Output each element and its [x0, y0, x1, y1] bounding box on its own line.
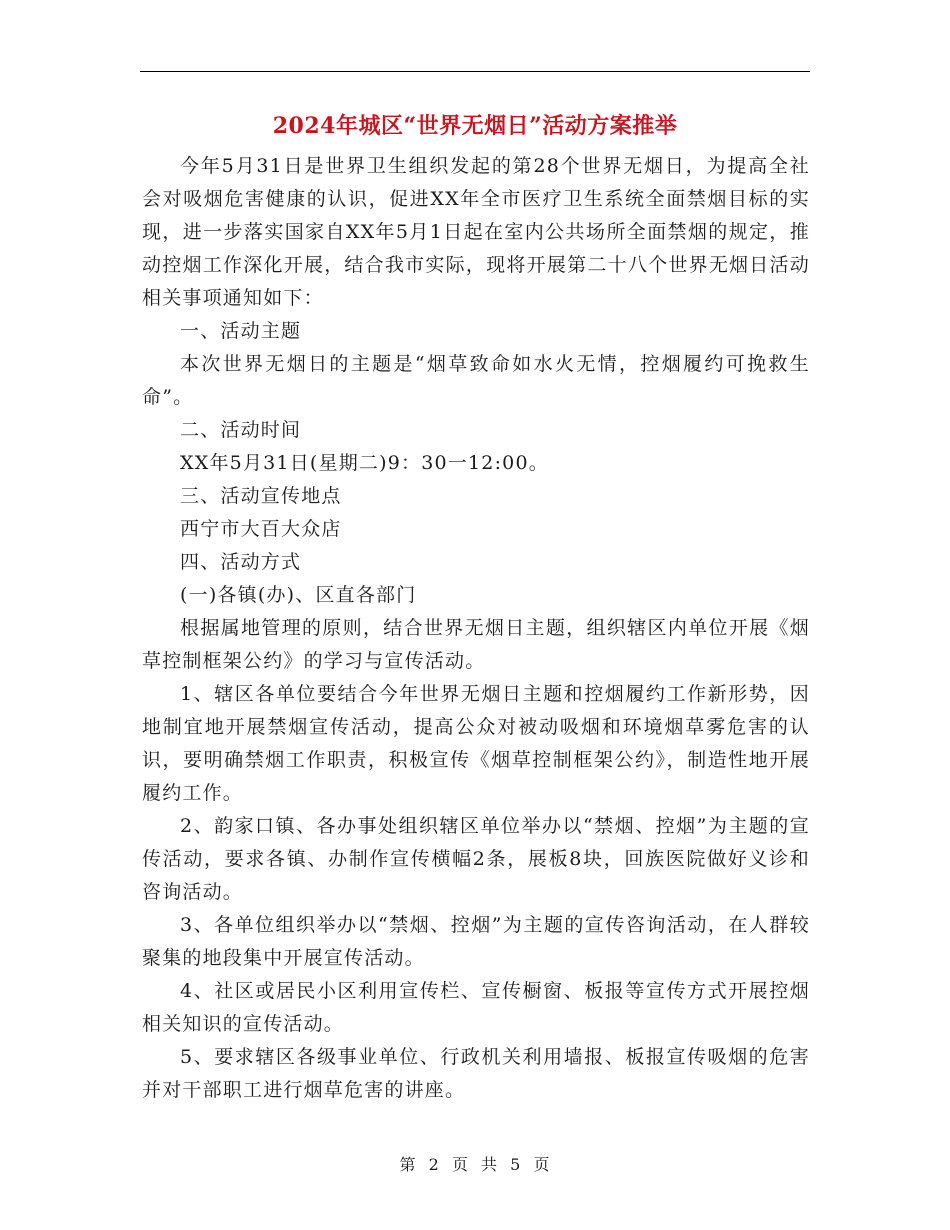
paragraph-intro: 今年5月31日是世界卫生组织发起的第28个世界无烟日，为提高全社会对吸烟危害健康的认识，促进XX年全市医疗卫生系统全面禁烟目标的实现，进一步落实国家自XX年5月1日起在室内公共场所全面禁烟的规定，推动控烟工作深化开展，结合我市实际，现将开展第二十八个世界无烟日活动相关事项通知如下：: [142, 155, 810, 309]
subsection-heading-departments: (一)各镇(办)、区直各部门: [180, 584, 417, 606]
list-item-3: 3、各单位组织举办以“禁烟、控烟”为主题的宣传咨询活动，在人群较聚集的地段集中开展宣传活动。: [142, 914, 810, 969]
document-title: 2024年城区“世界无烟日”活动方案推举: [272, 113, 678, 139]
section-heading-method: 四、活动方式: [180, 551, 302, 573]
footer-suffix: 页: [533, 1155, 551, 1174]
footer-page-word: 页: [451, 1155, 469, 1174]
paragraph-location: 西宁市大百大众店: [180, 518, 342, 540]
footer-current-page: 2: [428, 1155, 440, 1174]
section-heading-time: 二、活动时间: [180, 419, 302, 441]
list-item-5: 5、要求辖区各级事业单位、行政机关利用墙报、板报宣传吸烟的危害并对干部职工进行烟草危害的讲座。: [142, 1046, 810, 1101]
list-item-2: 2、韵家口镇、各办事处组织辖区单位举办以“禁烟、控烟”为主题的宣传活动，要求各镇、办制作宣传横幅2条，展板8块，回族医院做好义诊和咨询活动。: [142, 815, 810, 903]
document-body: [142, 150, 810, 1107]
paragraph-time: XX年5月31日(星期二)9：30一12:00。: [180, 452, 549, 474]
list-item-1: 1、辖区各单位要结合今年世界无烟日主题和控烟履约工作新形势，因地制宜地开展禁烟宣传活动，提高公众对被动吸烟和环境烟草雾危害的认识，要明确禁烟工作职责，积极宣传《烟草控制框架公约》，制造性地开展履约工作。: [142, 683, 810, 804]
footer-prefix: 第: [399, 1155, 417, 1174]
footer-total-word: 共: [481, 1155, 499, 1174]
page-footer: [0, 1152, 950, 1175]
section-heading-location: 三、活动宣传地点: [180, 485, 342, 507]
section-heading-theme: 一、活动主题: [180, 320, 302, 342]
paragraph-principle: 根据属地管理的原则，结合世界无烟日主题，组织辖区内单位开展《烟草控制框架公约》的学习与宣传活动。: [142, 617, 810, 672]
list-item-4: 4、社区或居民小区利用宣传栏、宣传橱窗、板报等宣传方式开展控烟相关知识的宣传活动。: [142, 980, 810, 1035]
header-rule: [140, 71, 810, 72]
paragraph-theme: 本次世界无烟日的主题是“烟草致命如水火无情，控烟履约可挽救生命”。: [142, 353, 810, 408]
footer-total-pages: 5: [510, 1155, 522, 1174]
